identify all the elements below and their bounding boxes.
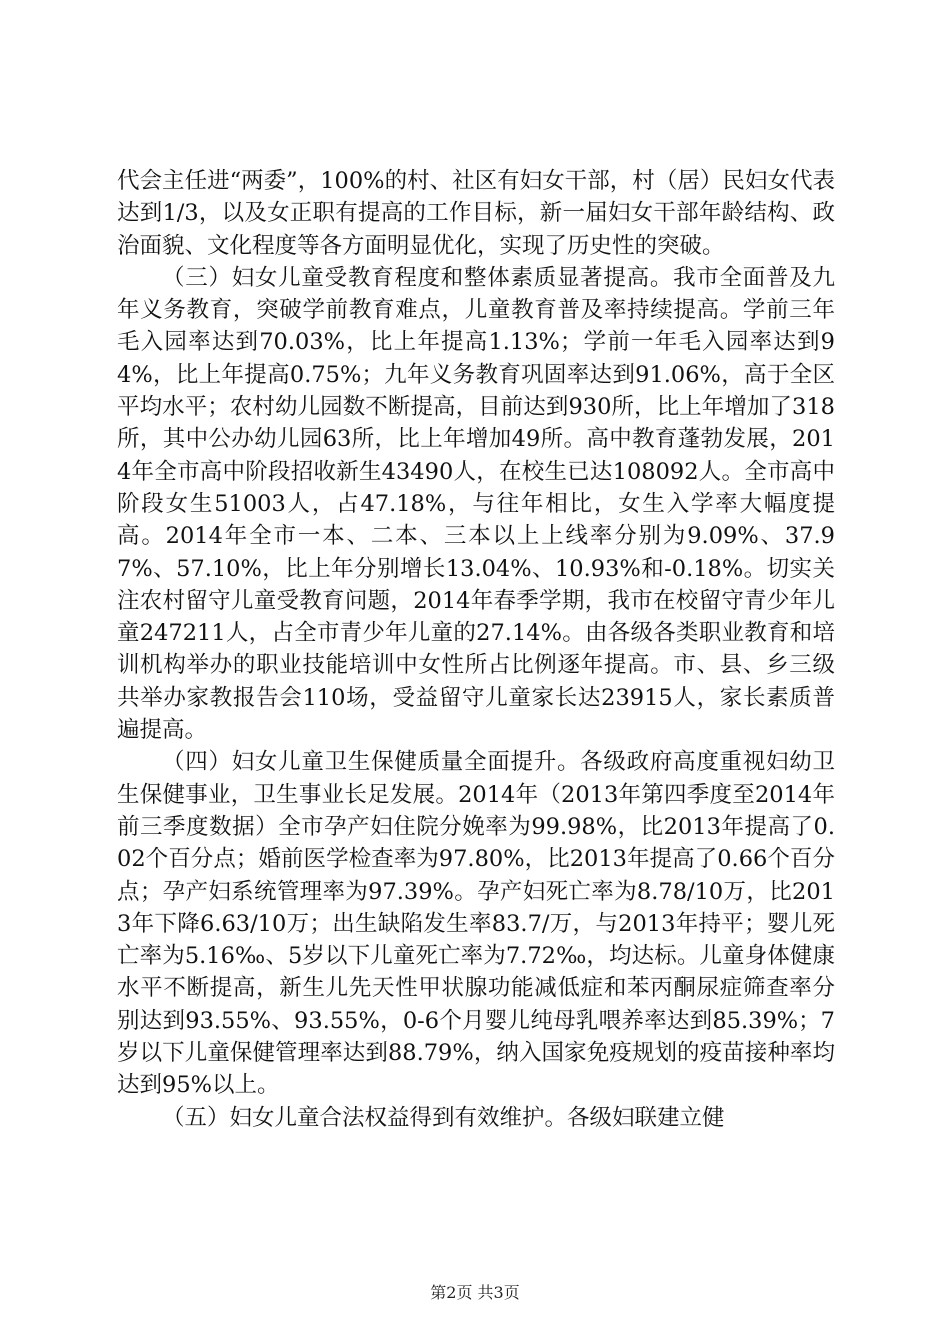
paragraph-health: （四）妇女儿童卫生保健质量全面提升。各级政府高度重视妇幼卫生保健事业，卫生事业长足发展。2014年（2013年第四季度至2014年前三季度数据）全市孕产妇住院分娩率为99.98%，比2013年提高了0.02个百分点；婚前医学检查率为97.80%，比2013年提高了0.66个百分点；孕产妇系统管理率为97.39%。孕产妇死亡率为8.78/10万，比2013年下降6.63/10万；出生缺陷发生率83.7/万，与2013年持平；婴儿死亡率为5.16‰、5岁以下儿童死亡率为7.72‰，均达标。儿童身体健康水平不断提高，新生儿先天性甲状腺功能减低症和苯丙酮尿症筛查率分别达到93.55%、93.55%，0-6个月婴儿纯母乳喂养率达到85.39%；7岁以下儿童保健管理率达到88.79%，纳入国家免疫规划的疫苗接种率均达到95%以上。 bbox=[117, 749, 835, 1099]
paragraph-education: （三）妇女儿童受教育程度和整体素质显著提高。我市全面普及九年义务教育，突破学前教育难点，儿童教育普及率持续提高。学前三年毛入园率达到70.03%，比上年提高1.13%；学前一年毛入园率达到94%，比上年提高0.75%；九年义务教育巩固率达到91.06%，高于全区平均水平；农村幼儿园数不断提高，目前达到930所，比上年增加了318所，其中公办幼儿园63所，比上年增加49所。高中教育蓬勃发展，2014年全市高中阶段招收新生43490人，在校生已达108092人。全市高中阶段女生51003人，占47.18%，与往年相比，女生入学率大幅度提高。2014年全市一本、二本、三本以上上线率分别为9.09%、37.97%、57.10%，比上年分别增长13.04%、10.93%和-0.18%。切实关注农村留守儿童受教育问题，2014年春季学期，我市在校留守青少年儿童247211人，占全市青少年儿童的27.14%。由各级各类职业教育和培训机构举办的职业技能培训中女性所占比例逐年提高。市、县、乡三级共举办家教报告会110场，受益留守儿童家长达23915人，家长素质普遍提高。 bbox=[117, 264, 835, 744]
page-number-label: 第2页 共3页 bbox=[430, 1283, 520, 1302]
paragraph-continuation: 代会主任进“两委”，100%的村、社区有妇女干部，村（居）民妇女代表达到1/3，以及女正职有提高的工作目标，新一届妇女干部年龄结构、政治面貌、文化程度等各方面明显优化，实现了历史性的突破。 bbox=[117, 168, 835, 259]
paragraph-rights: （五）妇女儿童合法权益得到有效维护。各级妇联建立健 bbox=[162, 1104, 725, 1131]
document-body bbox=[117, 165, 835, 1134]
page-footer bbox=[0, 1283, 950, 1303]
